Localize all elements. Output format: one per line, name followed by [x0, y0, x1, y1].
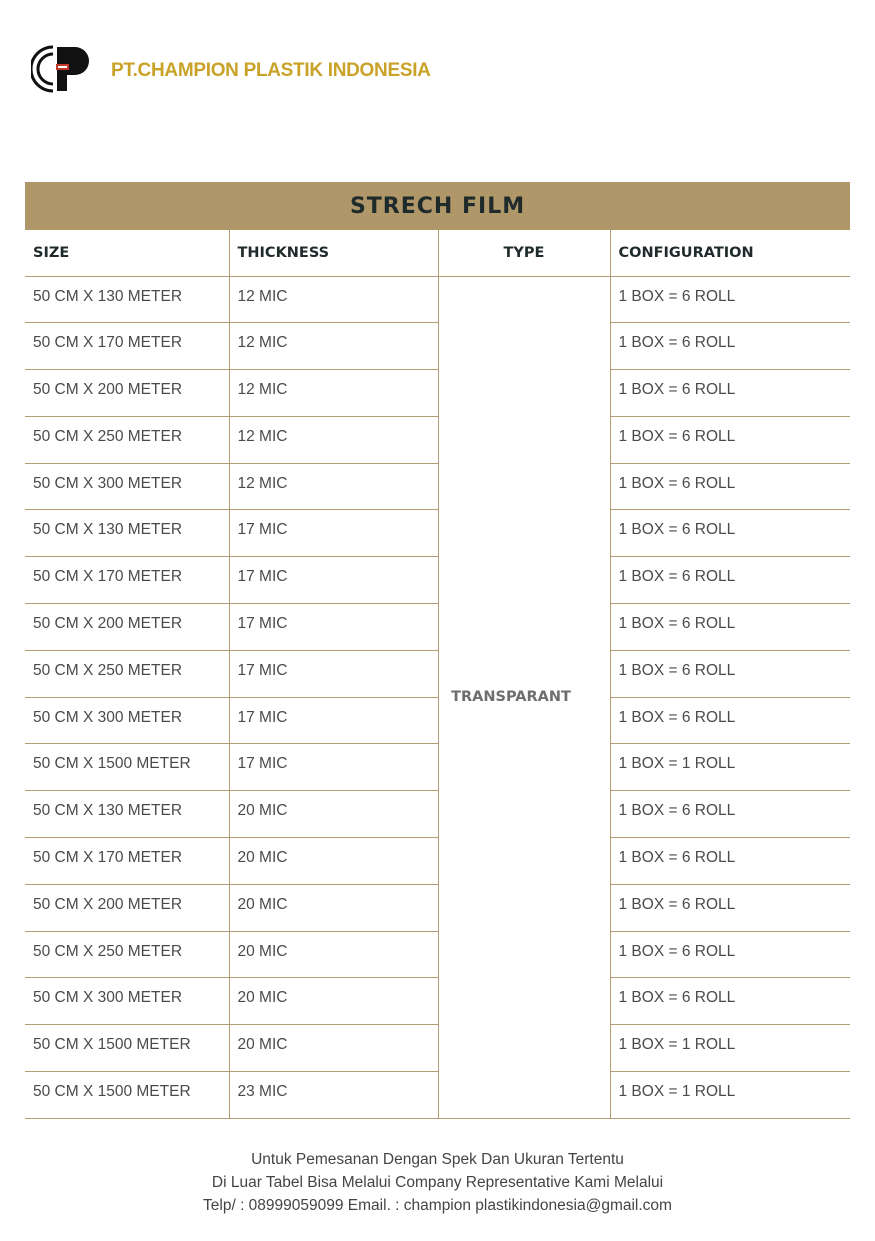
table-row: [25, 604, 850, 651]
cell-thickness: 20 MIC: [229, 978, 438, 1025]
cell-configuration: 1 BOX = 6 ROLL: [610, 463, 850, 510]
table-title-row: [25, 182, 850, 230]
cell-size: 50 CM X 300 METER: [25, 697, 229, 744]
cell-thickness: 20 MIC: [229, 791, 438, 838]
table-row: [25, 557, 850, 604]
header-configuration: CONFIGURATION: [610, 230, 850, 276]
cell-configuration: 1 BOX = 6 ROLL: [610, 884, 850, 931]
table-row: [25, 463, 850, 510]
cell-size: 50 CM X 170 METER: [25, 838, 229, 885]
cell-size: 50 CM X 200 METER: [25, 884, 229, 931]
table-row: [25, 650, 850, 697]
table-row: [25, 931, 850, 978]
cell-configuration: 1 BOX = 6 ROLL: [610, 510, 850, 557]
header-type: TYPE: [438, 230, 610, 276]
cell-size: 50 CM X 1500 METER: [25, 1025, 229, 1072]
cell-configuration: 1 BOX = 6 ROLL: [610, 276, 850, 323]
cell-thickness: 20 MIC: [229, 931, 438, 978]
cell-thickness: 17 MIC: [229, 697, 438, 744]
cell-configuration: 1 BOX = 6 ROLL: [610, 931, 850, 978]
cell-configuration: 1 BOX = 6 ROLL: [610, 791, 850, 838]
table-row: [25, 1072, 850, 1119]
table-row: [25, 697, 850, 744]
table-row: [25, 978, 850, 1025]
cell-thickness: 17 MIC: [229, 557, 438, 604]
cell-thickness: 12 MIC: [229, 416, 438, 463]
cell-size: 50 CM X 130 METER: [25, 276, 229, 323]
cell-size: 50 CM X 130 METER: [25, 791, 229, 838]
footer-line-2: Di Luar Tabel Bisa Melalui Company Representative Kami Melalui: [211, 1174, 664, 1191]
table-body: [25, 276, 850, 1118]
table-row: [25, 416, 850, 463]
table-row: [25, 1025, 850, 1072]
cell-configuration: 1 BOX = 6 ROLL: [610, 978, 850, 1025]
cell-size: 50 CM X 250 METER: [25, 416, 229, 463]
cell-thickness: 17 MIC: [229, 510, 438, 557]
cell-configuration: 1 BOX = 6 ROLL: [610, 557, 850, 604]
table-header-row: [25, 230, 850, 276]
cell-configuration: 1 BOX = 1 ROLL: [610, 1072, 850, 1119]
cell-thickness: 17 MIC: [229, 650, 438, 697]
company-logo-icon: [31, 44, 97, 94]
cell-configuration: 1 BOX = 6 ROLL: [610, 697, 850, 744]
cell-thickness: 20 MIC: [229, 1025, 438, 1072]
cell-configuration: 1 BOX = 6 ROLL: [610, 838, 850, 885]
cell-thickness: 20 MIC: [229, 884, 438, 931]
cell-size: 50 CM X 300 METER: [25, 463, 229, 510]
cell-type: TRANSPARANT: [438, 276, 610, 1118]
cell-size: 50 CM X 1500 METER: [25, 744, 229, 791]
header-thickness: THICKNESS: [229, 230, 438, 276]
table-row: [25, 791, 850, 838]
cell-thickness: 17 MIC: [229, 604, 438, 651]
cell-thickness: 17 MIC: [229, 744, 438, 791]
cell-configuration: 1 BOX = 6 ROLL: [610, 370, 850, 417]
table-row: [25, 744, 850, 791]
cell-thickness: 12 MIC: [229, 323, 438, 370]
company-name: PT.CHAMPION PLASTIK INDONESIA: [111, 60, 431, 81]
footer-contact: Telp/ : 08999059099 Email. : champion plastikindonesia@gmail.com: [203, 1197, 672, 1214]
cell-size: 50 CM X 200 METER: [25, 370, 229, 417]
company-header: [31, 44, 431, 94]
cell-size: 50 CM X 1500 METER: [25, 1072, 229, 1119]
header-size: SIZE: [25, 230, 229, 276]
cell-configuration: 1 BOX = 1 ROLL: [610, 744, 850, 791]
product-table: [25, 182, 850, 1119]
table-row: [25, 838, 850, 885]
table-row: [25, 370, 850, 417]
cell-configuration: 1 BOX = 1 ROLL: [610, 1025, 850, 1072]
cell-thickness: 20 MIC: [229, 838, 438, 885]
footer-note: [0, 1148, 875, 1217]
cell-thickness: 12 MIC: [229, 370, 438, 417]
cell-configuration: 1 BOX = 6 ROLL: [610, 416, 850, 463]
cell-configuration: 1 BOX = 6 ROLL: [610, 650, 850, 697]
cell-size: 50 CM X 170 METER: [25, 323, 229, 370]
cell-size: 50 CM X 130 METER: [25, 510, 229, 557]
cell-size: 50 CM X 250 METER: [25, 650, 229, 697]
cell-size: 50 CM X 200 METER: [25, 604, 229, 651]
table-row: [25, 884, 850, 931]
cell-size: 50 CM X 170 METER: [25, 557, 229, 604]
cell-thickness: 23 MIC: [229, 1072, 438, 1119]
table-row: [25, 510, 850, 557]
cell-thickness: 12 MIC: [229, 463, 438, 510]
footer-line-1: Untuk Pemesanan Dengan Spek Dan Ukuran Tertentu: [251, 1151, 624, 1168]
table-row: [25, 323, 850, 370]
table-row: [25, 276, 850, 323]
cell-thickness: 12 MIC: [229, 276, 438, 323]
cell-configuration: 1 BOX = 6 ROLL: [610, 604, 850, 651]
cell-size: 50 CM X 300 METER: [25, 978, 229, 1025]
cell-configuration: 1 BOX = 6 ROLL: [610, 323, 850, 370]
table-title: STRECH FILM: [25, 182, 850, 230]
cell-size: 50 CM X 250 METER: [25, 931, 229, 978]
